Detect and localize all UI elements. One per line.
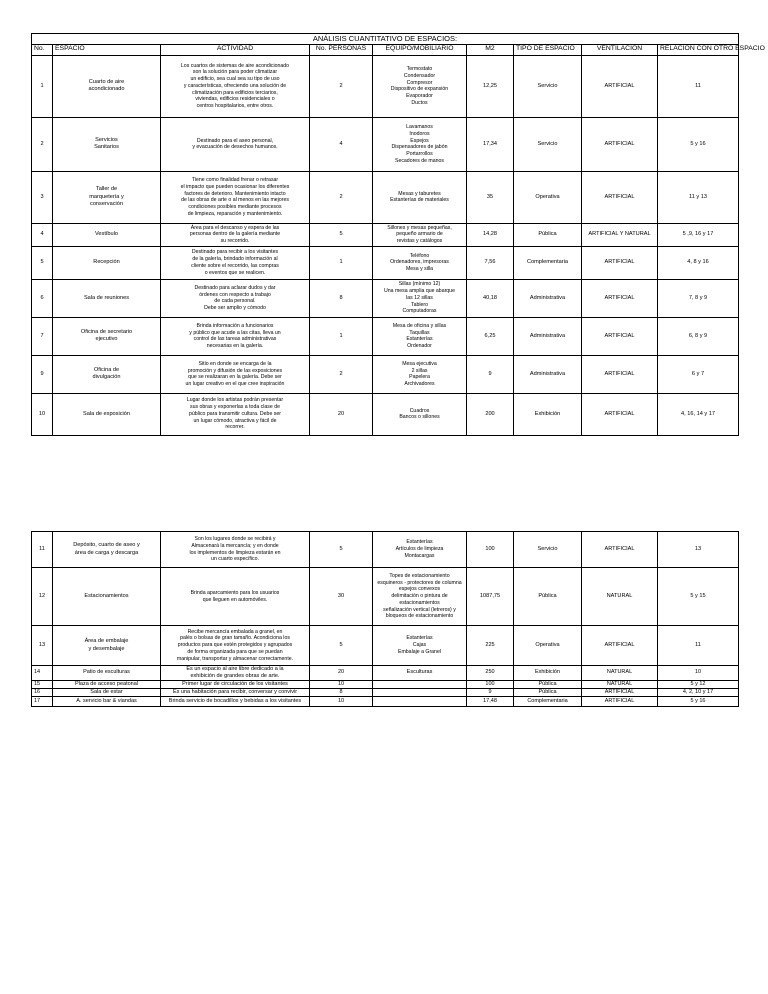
cell-tipo: Servicio bbox=[514, 117, 582, 171]
cell-espacio: Oficina de divulgación bbox=[53, 355, 161, 393]
cell-actividad: Destinado para el aseo personal, y evacuación de desechos humanos. bbox=[161, 117, 310, 171]
cell-equipo: Estanterías Cajas Embalaje a Granel bbox=[373, 626, 467, 666]
cell-espacio: Patio de esculturas bbox=[53, 666, 161, 681]
cell-m2: 100 bbox=[467, 532, 514, 568]
cell-actividad: Es una habitación para recibir, conversar y convivir bbox=[161, 688, 310, 696]
cell-personas: 20 bbox=[310, 666, 373, 681]
cell-no: 6 bbox=[32, 279, 53, 317]
cell-equipo bbox=[373, 688, 467, 696]
cell-personas: 1 bbox=[310, 317, 373, 355]
table-row bbox=[32, 246, 739, 279]
cell-actividad: Recibe mercancía embalada a granel, en palés o bolsas de gran tamaño. Acondiciona los productos para que estén protegidos y agrupados de forma organizada para que se puedan manipular, transportar y almacenar correctamente. bbox=[161, 626, 310, 666]
page-title: ANÁLISIS CUANTITATIVO DE ESPACIOS: bbox=[32, 34, 739, 45]
cell-ventilacion: ARTIFICIAL bbox=[582, 317, 658, 355]
cell-tipo: Administrativa bbox=[514, 317, 582, 355]
cell-espacio: Taller de marquetería y conservación bbox=[53, 171, 161, 223]
cell-equipo: Mesa ejecutiva 2 sillas Papelera Archivadores bbox=[373, 355, 467, 393]
cell-actividad: Sitio en donde se encarga de la promoción y difusión de las exposiciones que se realizaran en la galería. Debe ser un lugar creativo en el que cree inspiración bbox=[161, 355, 310, 393]
cell-ventilacion: NATURAL bbox=[582, 680, 658, 688]
cell-espacio: Depósito, cuarto de aseo y área de carga y descarga bbox=[53, 532, 161, 568]
cell-personas: 20 bbox=[310, 393, 373, 435]
header-no: No. bbox=[32, 44, 53, 55]
cell-personas: 2 bbox=[310, 355, 373, 393]
table-row bbox=[32, 171, 739, 223]
cell-ventilacion: ARTIFICIAL bbox=[582, 355, 658, 393]
cell-tipo: Pública bbox=[514, 223, 582, 246]
cell-equipo: Mesa de oficina y sillas Taquillas Estanterías Ordenador bbox=[373, 317, 467, 355]
spaces-table-top bbox=[31, 33, 765, 436]
cell-equipo: Sillones y mesas pequeñas, pequeño armario de revistas y catálogos bbox=[373, 223, 467, 246]
cell-equipo bbox=[373, 680, 467, 688]
table-row bbox=[32, 317, 739, 355]
header-ventilacion: VENTILACIÓN bbox=[582, 44, 658, 55]
cell-personas: 2 bbox=[310, 171, 373, 223]
cell-m2: 17,34 bbox=[467, 117, 514, 171]
cell-relacion: 4, 2, 10 y 17 bbox=[658, 688, 739, 696]
cell-espacio: Oficina de secretario ejecutivo bbox=[53, 317, 161, 355]
cell-tipo: Exhibición bbox=[514, 393, 582, 435]
cell-equipo: Topes de estacionamiento esquineros - protectores de columna espejos convexos delimitación o pintura de estacionamientos señalización vertical (letreros) y bloqueos de estacionamiento bbox=[373, 568, 467, 626]
cell-no: 13 bbox=[32, 626, 53, 666]
cell-m2: 12,25 bbox=[467, 55, 514, 117]
cell-actividad: Área para el descanso y espera de las personas dentro de la galería mediante su recorrido. bbox=[161, 223, 310, 246]
cell-espacio: Área de embalaje y desembalaje bbox=[53, 626, 161, 666]
cell-espacio: Vestíbulo bbox=[53, 223, 161, 246]
cell-espacio: A. servicio bar & viandas bbox=[53, 696, 161, 706]
cell-tipo: Administrativa bbox=[514, 279, 582, 317]
cell-no: 10 bbox=[32, 393, 53, 435]
cell-personas: 2 bbox=[310, 55, 373, 117]
cell-espacio: Recepción bbox=[53, 246, 161, 279]
cell-relacion: 7, 8 y 9 bbox=[658, 279, 739, 317]
cell-equipo: Termostato Condensador Compresor Dispositivo de expansión Evaporador Ductos bbox=[373, 55, 467, 117]
cell-tipo: Servicio bbox=[514, 532, 582, 568]
cell-ventilacion: ARTIFICIAL bbox=[582, 117, 658, 171]
cell-m2: 40,18 bbox=[467, 279, 514, 317]
cell-equipo: Teléfono Ordenadores, impresoras Mesa y silla bbox=[373, 246, 467, 279]
table-row bbox=[32, 117, 739, 171]
header-row bbox=[32, 44, 739, 55]
cell-tipo: Servicio bbox=[514, 55, 582, 117]
cell-actividad: Primer lugar de circulación de los visitantes bbox=[161, 680, 310, 688]
header-actividad: ACTIVIDAD bbox=[161, 44, 310, 55]
cell-m2: 6,25 bbox=[467, 317, 514, 355]
table-row bbox=[32, 688, 739, 696]
cell-relacion: 11 bbox=[658, 55, 739, 117]
cell-no: 5 bbox=[32, 246, 53, 279]
cell-no: 7 bbox=[32, 317, 53, 355]
cell-m2: 100 bbox=[467, 680, 514, 688]
cell-actividad: Lugar donde los artistas podrán presentar sus obras y exponerlas a toda clase de público para transmitir cultura. Debe ser un lugar cómodo, atractiva y fácil de recorrer. bbox=[161, 393, 310, 435]
cell-m2: 7,56 bbox=[467, 246, 514, 279]
cell-relacion: 11 bbox=[658, 626, 739, 666]
table-body-top bbox=[32, 55, 739, 435]
cell-ventilacion: ARTIFICIAL bbox=[582, 393, 658, 435]
cell-ventilacion: ARTIFICIAL bbox=[582, 688, 658, 696]
cell-m2: 9 bbox=[467, 355, 514, 393]
table-row bbox=[32, 696, 739, 706]
cell-espacio: Sala de estar bbox=[53, 688, 161, 696]
table-row bbox=[32, 279, 739, 317]
cell-actividad: Brinda información a funcionarios y público que acude a las citas, lleva un control de las tareas administrativas necesarias en la galería. bbox=[161, 317, 310, 355]
cell-relacion: 5 y 15 bbox=[658, 568, 739, 626]
cell-relacion: 6, 8 y 9 bbox=[658, 317, 739, 355]
cell-tipo: Complementaria bbox=[514, 246, 582, 279]
cell-no: 16 bbox=[32, 688, 53, 696]
cell-tipo: Administrativa bbox=[514, 355, 582, 393]
header-tipo: TIPO DE ESPACIO bbox=[514, 44, 582, 55]
cell-tipo: Pública bbox=[514, 680, 582, 688]
table-row bbox=[32, 626, 739, 666]
cell-tipo: Complementaria bbox=[514, 696, 582, 706]
cell-no: 2 bbox=[32, 117, 53, 171]
cell-m2: 9 bbox=[467, 688, 514, 696]
table-row bbox=[32, 568, 739, 626]
cell-personas: 5 bbox=[310, 223, 373, 246]
cell-m2: 35 bbox=[467, 171, 514, 223]
cell-equipo: Cuadros Bancos o sillones bbox=[373, 393, 467, 435]
cell-tipo: Pública bbox=[514, 688, 582, 696]
cell-personas: 5 bbox=[310, 532, 373, 568]
cell-no: 11 bbox=[32, 532, 53, 568]
cell-tipo: Operativa bbox=[514, 171, 582, 223]
cell-relacion: 5 ,9, 16 y 17 bbox=[658, 223, 739, 246]
cell-ventilacion: ARTIFICIAL bbox=[582, 626, 658, 666]
cell-equipo: Lavamanos Inodoros Espejos Dispensadores de jabón Portarrollos Secadores de manos bbox=[373, 117, 467, 171]
cell-m2: 250 bbox=[467, 666, 514, 681]
cell-no: 14 bbox=[32, 666, 53, 681]
table-row bbox=[32, 223, 739, 246]
cell-actividad: Son los lugares donde se recibirá y Almacenará la mercancía; y en donde los implementos de limpieza estarán en un cuarto específico. bbox=[161, 532, 310, 568]
cell-equipo: Estanterías Artículos de limpieza Montacargas bbox=[373, 532, 467, 568]
cell-espacio: Plaza de acceso peatonal bbox=[53, 680, 161, 688]
cell-m2: 1087,75 bbox=[467, 568, 514, 626]
table-row bbox=[32, 355, 739, 393]
cell-m2: 17,48 bbox=[467, 696, 514, 706]
cell-espacio: Sala de exposición bbox=[53, 393, 161, 435]
cell-relacion: 5 y 16 bbox=[658, 696, 739, 706]
table-row bbox=[32, 393, 739, 435]
cell-relacion: 4, 8 y 16 bbox=[658, 246, 739, 279]
cell-personas: 1 bbox=[310, 246, 373, 279]
table-row bbox=[32, 680, 739, 688]
cell-no: 17 bbox=[32, 696, 53, 706]
table-row bbox=[32, 55, 739, 117]
cell-tipo: Operativa bbox=[514, 626, 582, 666]
table-body-bottom bbox=[32, 532, 739, 707]
cell-personas: 8 bbox=[310, 279, 373, 317]
cell-relacion: 6 y 7 bbox=[658, 355, 739, 393]
cell-ventilacion: ARTIFICIAL bbox=[582, 696, 658, 706]
cell-ventilacion: ARTIFICIAL bbox=[582, 279, 658, 317]
cell-actividad: Tiene como finalidad frenar o retrasar el impacto que pueden ocasionar los diferentes factores de deterioro. Mantenimiento intacto de las obras de arte o al menos en las mejores condiciones posibles mediante procesos de limpieza, reparación y mantenimiento. bbox=[161, 171, 310, 223]
cell-actividad: Destinado para aclarar dudos y dar órdenes con respecto a trabajo de cada personal. Debe ser amplio y cómodo bbox=[161, 279, 310, 317]
cell-espacio: Cuarto de aire acondicionado bbox=[53, 55, 161, 117]
table-row bbox=[32, 666, 739, 681]
cell-equipo: Sillas (mínimo 12) Una mesa amplia que abarque las 12 sillas Tablero Computadoras bbox=[373, 279, 467, 317]
cell-personas: 10 bbox=[310, 696, 373, 706]
table-row bbox=[32, 532, 739, 568]
cell-ventilacion: ARTIFICIAL bbox=[582, 171, 658, 223]
cell-personas: 10 bbox=[310, 680, 373, 688]
cell-personas: 30 bbox=[310, 568, 373, 626]
cell-ventilacion: ARTIFICIAL Y NATURAL bbox=[582, 223, 658, 246]
cell-equipo bbox=[373, 696, 467, 706]
cell-m2: 14,28 bbox=[467, 223, 514, 246]
cell-equipo: Mesas y taburetes Estanterías de materiales bbox=[373, 171, 467, 223]
cell-equipo: Esculturas bbox=[373, 666, 467, 681]
cell-actividad: Destinado para recibir a los visitantes de la galería, brindado información al cliente sobre el recorrido, las compras o eventos que se realicen. bbox=[161, 246, 310, 279]
spaces-table-bottom bbox=[31, 531, 739, 707]
cell-ventilacion: ARTIFICIAL bbox=[582, 55, 658, 117]
header-personas: No. PERSONAS bbox=[310, 44, 373, 55]
cell-relacion: 10 bbox=[658, 666, 739, 681]
cell-m2: 200 bbox=[467, 393, 514, 435]
cell-actividad: Brinda aparcamiento para los usuarios que lleguen en automóviles. bbox=[161, 568, 310, 626]
cell-relacion: 5 y 12 bbox=[658, 680, 739, 688]
cell-relacion: 5 y 16 bbox=[658, 117, 739, 171]
cell-no: 1 bbox=[32, 55, 53, 117]
cell-espacio: Servicios Sanitarios bbox=[53, 117, 161, 171]
cell-no: 15 bbox=[32, 680, 53, 688]
cell-no: 4 bbox=[32, 223, 53, 246]
cell-no: 3 bbox=[32, 171, 53, 223]
header-espacio: ESPACIO bbox=[53, 44, 161, 55]
cell-no: 12 bbox=[32, 568, 53, 626]
header-m2: M2 bbox=[467, 44, 514, 55]
cell-tipo: Pública bbox=[514, 568, 582, 626]
cell-m2: 225 bbox=[467, 626, 514, 666]
cell-personas: 4 bbox=[310, 117, 373, 171]
cell-actividad: Brinda servicio de bocadillos y bebidas a los visitantes bbox=[161, 696, 310, 706]
cell-espacio: Estacionamientos bbox=[53, 568, 161, 626]
cell-relacion: 11 y 13 bbox=[658, 171, 739, 223]
cell-relacion: 13 bbox=[658, 532, 739, 568]
cell-tipo: Exhibición bbox=[514, 666, 582, 681]
cell-ventilacion: ARTIFICIAL bbox=[582, 246, 658, 279]
cell-actividad: Los cuartos de sistemas de aire acondicionado son la solución para poder climatizar un edificio, sea cual sea su tipo de uso y características, ofreciendo una solución de climatización para edificios terciarios, viviendas, edificios residenciales o centros hospitalarios, entre otros. bbox=[161, 55, 310, 117]
cell-ventilacion: ARTIFICIAL bbox=[582, 532, 658, 568]
header-equipo: EQUIPO/MOBILIARIO bbox=[373, 44, 467, 55]
cell-ventilacion: NATURAL bbox=[582, 666, 658, 681]
cell-personas: 5 bbox=[310, 626, 373, 666]
cell-ventilacion: NATURAL bbox=[582, 568, 658, 626]
cell-no: 9 bbox=[32, 355, 53, 393]
cell-espacio: Sala de reuniones bbox=[53, 279, 161, 317]
cell-relacion: 4, 16, 14 y 17 bbox=[658, 393, 739, 435]
header-relacion: RELACIÓN CON OTRO ESPACIO bbox=[658, 44, 739, 55]
cell-actividad: Es un espacio al aire libre dedicado a la exhibición de grandes obras de arte. bbox=[161, 666, 310, 681]
cell-personas: 8 bbox=[310, 688, 373, 696]
